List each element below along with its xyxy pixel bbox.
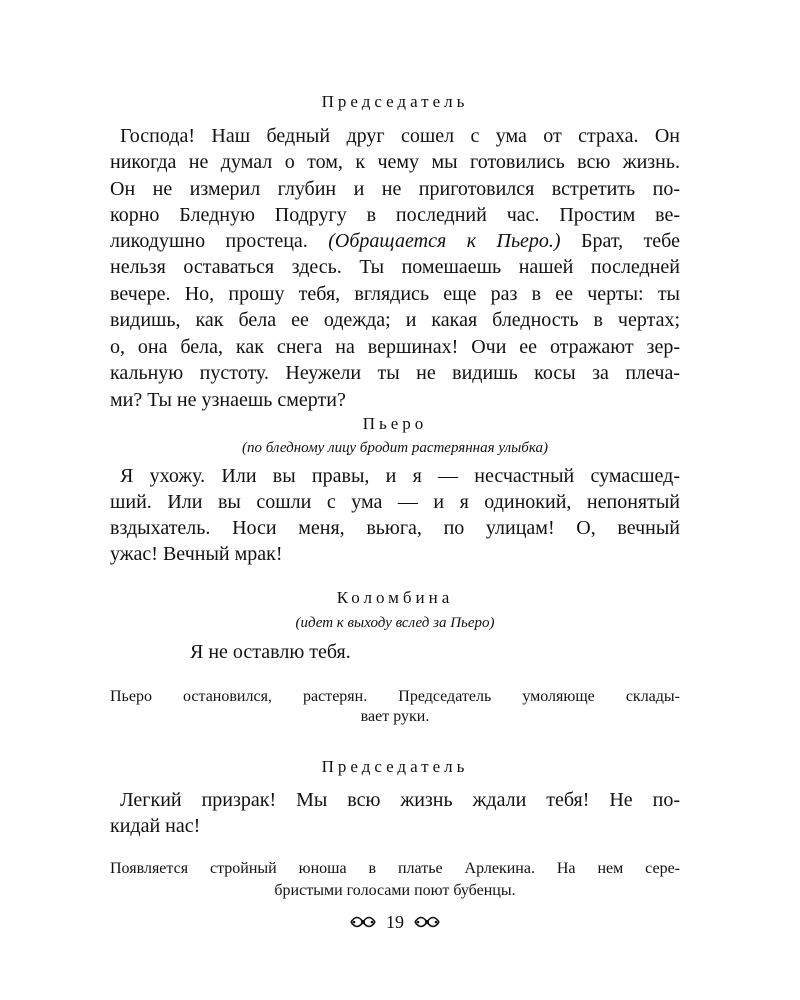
stage-direction-inline: (Обращается к Пьеро.): [328, 230, 561, 252]
fleuron-ornament-icon: [350, 913, 376, 934]
text-line: ужас! Вечный мрак!: [110, 543, 283, 565]
text-line: Он не измерил глубин и не приготовился встретить по-: [110, 178, 680, 200]
text-line: вздыхатель. Носи меня, вьюга, по улицам! О, вечный: [110, 517, 680, 539]
text-line: никогда не думал о том, к чему мы готовились всю жизнь.: [110, 151, 680, 173]
stage-note-line: бристыми голосами поют бубенцы.: [274, 882, 516, 899]
text-line: нельзя оставаться здесь. Ты помешаешь нашей последней: [110, 256, 680, 278]
text-line: Я ухожу. Или вы правы, и я — несчастный сумасшед-: [120, 465, 680, 487]
book-page: [110, 0, 680, 1000]
speaker-name: Председатель: [321, 92, 469, 111]
text-span: ликодушно простеца.: [110, 230, 329, 252]
page-footer: [110, 912, 680, 934]
text-line: кидай нас!: [110, 815, 201, 837]
text-line: кальную пустоту. Неужели ты не видишь косы за плеча-: [110, 362, 680, 384]
stage-note-line: Пьеро остановился, растерян. Председатель умоляюще склады-: [110, 688, 680, 705]
text-line: вечере. Но, прошу тебя, вглядись еще раз в ее черты: ты: [110, 283, 680, 305]
speaker-name: Коломбина: [336, 588, 454, 607]
stage-note-line: вает руки.: [360, 708, 430, 725]
text-line: ми? Ты не узнаешь смерти?: [110, 389, 346, 411]
text-line: [110, 231, 680, 251]
speaker-name: Председатель: [321, 757, 469, 776]
text-span: Брат, тебе: [560, 230, 680, 252]
text-line: Я не оставлю тебя.: [190, 641, 351, 663]
text-line: Господа! Наш бедный друг сошел с ума от страха. Он: [120, 125, 680, 147]
speaker-name: Пьеро: [362, 414, 428, 433]
text-line: видишь, как бела ее одежда; и какая бледность в чертах;: [110, 309, 680, 331]
text-line: Легкий призрак! Мы всю жизнь ждали тебя! Не по-: [120, 789, 680, 811]
text-line: корно Бледную Подругу в последний час. Простим ве-: [110, 204, 680, 226]
stage-note-line: Появляется стройный юноша в платье Арлекина. На нем сере-: [110, 860, 680, 877]
text-line: о, она бела, как снега на вершинах! Очи ее отражают зер-: [110, 336, 680, 358]
fleuron-ornament-icon: [414, 913, 440, 934]
stage-direction: (идет к выходу вслед за Пьеро): [295, 615, 495, 631]
text-line: ший. Или вы сошли с ума — и я одинокий, непонятый: [110, 491, 680, 513]
stage-direction: (по бледному лицу бродит растерянная улыбка): [242, 440, 548, 456]
page-number: 19: [386, 912, 404, 932]
